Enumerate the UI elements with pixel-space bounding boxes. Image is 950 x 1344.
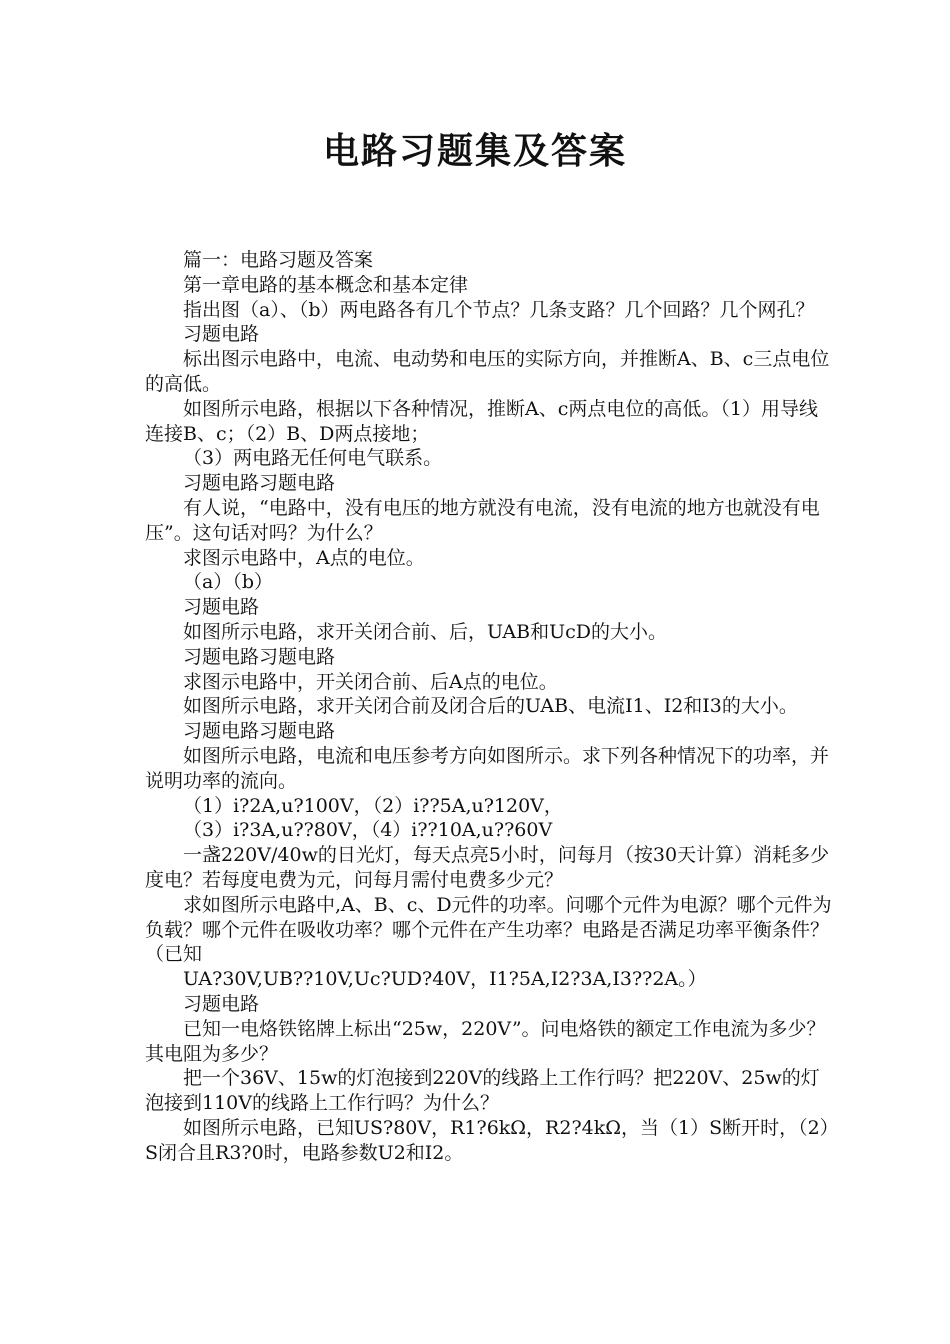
figure-caption: 习题电路习题电路 — [183, 720, 336, 743]
paragraph: 求图示电路中，开关闭合前、后A点的电位。 — [183, 670, 558, 693]
paragraph: 一盏220V/40w的日光灯，每天点亮5小时，问每月（按30天计算）消耗多少度电？若每度电费为元，问每月需付电费多少元？ — [145, 844, 830, 891]
paragraph: 有人说，“电路中，没有电压的地方就没有电流，没有电流的地方也就没有电压”。这句话对吗？为什么？ — [145, 496, 820, 544]
paragraph: UA?30V,UB??10V,Uc?UD?40V，I1?5A,I2?3A,I3??2A。） — [183, 968, 707, 991]
paragraph: 如图所示电路，已知US?80V，R1?6kΩ，R2?4kΩ，当（1）S断开时，（2）S闭合且R3?0时，电路参数U2和I2。 — [145, 1116, 830, 1164]
paragraph: 如图所示电路，求开关闭合前、后，UAB和UcD的大小。 — [183, 620, 668, 643]
paragraph: 已知一电烙铁铭牌上标出“25w，220V”。问电烙铁的额定工作电流为多少？其电阻为多少？ — [145, 1017, 826, 1065]
document-title: 电路习题集及答案 — [322, 131, 627, 172]
paragraph: （3）i?3A,u??80V，（4）i??10A,u??60V — [183, 819, 553, 842]
paragraph: 如图所示电路，求开关闭合前及闭合后的UAB、电流I1、I2和I3的大小。 — [183, 695, 798, 718]
figure-caption: 习题电路 — [183, 323, 260, 346]
figure-caption: （a）（b） — [183, 571, 273, 594]
figure-caption: 习题电路习题电路 — [183, 645, 336, 668]
paragraph: 篇一：电路习题及答案 — [183, 249, 374, 271]
paragraph: 如图所示电路，根据以下各种情况，推断A、c两点电位的高低。（1）用导线连接B、c；（2）B、D两点接地； — [145, 397, 818, 445]
document-body — [145, 248, 835, 1165]
paragraph: （1）i?2A,u?100V，（2）i??5A,u?120V， — [183, 794, 563, 817]
paragraph: （3）两电路无任何电气联系。 — [183, 447, 443, 470]
paragraph: 标出图示电路中，电流、电动势和电压的实际方向，并推断A、B、c三点电位的高低。 — [145, 348, 830, 395]
figure-caption: 习题电路习题电路 — [183, 472, 336, 495]
paragraph: 如图所示电路，电流和电压参考方向如图所示。求下列各种情况下的功率，并说明功率的流向。 — [145, 744, 830, 792]
paragraph: 把一个36V、15w的灯泡接到220V的线路上工作行吗？把220V、25w的灯泡接到110V的线路上工作行吗？为什么？ — [145, 1067, 820, 1115]
figure-caption: 习题电路 — [183, 992, 260, 1015]
chapter-heading: 第一章电路的基本概念和基本定律 — [183, 273, 469, 296]
paragraph: 求如图所示电路中,A、B、c、D元件的功率。问哪个元件为电源？哪个元件为负载？哪个元件在吸收功率？哪个元件在产生功率？电路是否满足功率平衡条件？（已知 — [145, 893, 832, 966]
paragraph: 求图示电路中，A点的电位。 — [183, 546, 425, 569]
paragraph: 指出图（a）、（b）两电路各有几个节点？几条支路？几个回路？几个网孔？ — [183, 298, 815, 321]
figure-caption: 习题电路 — [183, 596, 260, 619]
